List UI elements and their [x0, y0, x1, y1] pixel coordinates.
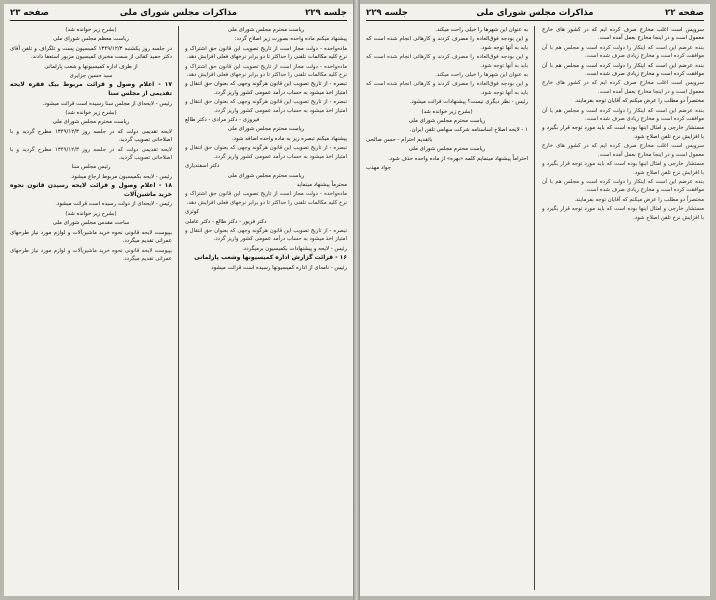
signature: دکتر فریور - دکتر طالع - دکتر عاملی [185, 218, 267, 225]
paragraph: تبصره - از تاریخ تصویب این قانون هرگونه وجهی که بعنوان حق انتقال و امتیاز اخذ میشود به حساب درآمد عمومی کشور واریز گردد. [185, 227, 347, 243]
addressee: ریاست محترم مجلس شورای ملی [52, 119, 130, 126]
column-divider [534, 26, 535, 590]
right-column [185, 26, 347, 592]
paragraph: تبصره - از تاریخ تصویب این قانون هرگونه وجهی که بعنوان حق انتقال و امتیاز اخذ میشود به حساب درآمد عمومی کشور واریز گردد. [185, 145, 347, 160]
addressee: ساحت مقدس مجلس شورای ملی [52, 220, 130, 227]
signature: کوثری [185, 209, 200, 216]
page-number: صفحه ۲۲ [665, 8, 704, 18]
paragraph: به عنوان این شهرها را خیلی راحت میکند. [435, 72, 528, 79]
reading-note: (بشرح زیر خوانده شد) [65, 110, 117, 117]
page-header [366, 6, 704, 21]
paragraph: لایحه تقدیمی دولت که در جلسه روز ۱۳۴۹/۱۲/۳ مطرح گردید و با اصلاحاتی تصویب گردید. [10, 146, 172, 162]
reading-note: (بشرح زیر خوانده شد) [421, 108, 473, 115]
paragraph: بپیوست لایحه قانونی نحوه خرید ماشین‌آلات و لوازم مورد نیاز طرحهای عمرانی تقدیم میگردد. [10, 229, 172, 245]
paragraph: پیشنهاد میکنم ماده واحده بصورت زیر اصلاح گردد: [234, 36, 347, 43]
paragraph: تبصره - از تاریخ تصویب این قانون هرگونه وجهی که بعنوان حق انتقال و امتیاز اخذ میشود به حساب درآمد عمومی کشور واریز گردد. [185, 99, 347, 114]
paragraph: سرویس است اغلب مخارج صرف کرده ایم که در کشور های خارج معمول است و در اینجا مخارج بعمل آمده است. [542, 143, 704, 158]
paragraph: ۱ - لایحه اصلاح اساسنامه شرکت سهامی تلفن ایران. [409, 127, 528, 134]
paragraph: و این بودجه فوق‌العاده را مصرف کردند و کارهائی انجام شده است که باید به آنها توجه شود. [366, 81, 528, 96]
paragraph: رئیس - نامه‌ای از اداره کمیسیونها رسیده است قرائت میشود [211, 264, 347, 271]
section-heading: ۱۶ - قرائت گزارش اداره کمیسیونها وشعب پارلمانی [194, 254, 347, 262]
session-number: جلسه ۲۲۹ [305, 8, 347, 18]
addressee: ریاست محترم مجلس شورای ملی [227, 172, 305, 179]
right-column [542, 26, 704, 592]
session-number: جلسه ۲۲۹ [366, 8, 408, 18]
journal-title: مذاکرات مجلس شورای ملی [119, 8, 238, 18]
paragraph: ماده‌واحده - دولت مجاز است از تاریخ تصویب این قانون حق اشتراک و نرخ کلیه مکالمات تلفنی را حداکثر تا دو برابر نرخهای فعلی افزایش دهد. [185, 45, 347, 61]
signature: دکتر اسفندیاری [185, 163, 220, 170]
paragraph: به عنوان این شهرها را خیلی راحت میکند. [435, 27, 528, 33]
section-heading: ۱۸ - اعلام وصول و قرائت لایحه رسیدن قانون نحوه خرید ماشین‌آلات [10, 182, 172, 198]
paragraph: مختصراً دو مطلب را عرض میکنم که آقایان توجه بفرمایند. [574, 196, 704, 203]
paragraph: سرویس است اغلب مخارج صرف کرده ایم که در کشور های خارج معمول است و در اینجا مخارج بعمل آمده است. [542, 80, 704, 95]
addressee: ریاست محترم مجلس شورای ملی [227, 126, 305, 133]
book-gutter [353, 0, 360, 600]
page-number: صفحه ۲۳ [10, 8, 49, 18]
section-heading: ۱۷ - اعلام وصول و قرائت مربوط بیک فقره لایحه تقدیمی از مجلس سنا [10, 81, 172, 98]
column-divider [178, 26, 179, 590]
signature: جواد مهذب [366, 165, 392, 172]
paragraph: رئیس - لایحه و پیشنهادات بکمیسیون برمیگردد. [242, 245, 347, 252]
paragraph: رئیس - لایحه بکمیسیون مربوط ارجاع میشود. [70, 173, 172, 180]
paragraph: محترماً پیشنهاد مینماید [296, 181, 347, 188]
paragraph: مختصراً دو مطلب را عرض میکنم که آقایان توجه بفرمایند. [574, 98, 704, 105]
paragraph: رئیس - لایحه‌ای از دولت رسیده است قرائت میشود. [55, 201, 172, 208]
signature: از طرف اداره کمیسیونها و شعب پارلمانی [44, 63, 138, 70]
page-header [10, 6, 347, 21]
paragraph: تبصره - از تاریخ تصویب این قانون هرگونه وجهی که بعنوان حق انتقال و امتیاز اخذ میشود به حساب درآمد عمومی کشور واریز گردد. [185, 81, 347, 96]
addressee: ریاست معظم مجلس شورای ملی [53, 36, 129, 43]
left-column [366, 26, 528, 592]
paragraph: احتراماً پیشنهاد مینمایم کلمه «بهره» از ماده واحده حذف شود. [388, 155, 528, 162]
signature: سید حسین جزایری [69, 73, 113, 80]
signature: رئیس مجلس سنا [71, 164, 111, 171]
paragraph: بنده عرضم این است که اینکار را دولت کرده است و مجلس هم با آن موافقت کرده است و مخارج زیادی صرف شده است. [542, 62, 704, 78]
reading-note: (بشرح زیر خوانده شد) [65, 210, 117, 217]
signature: باتقدیم احترام - حسن صالحی [366, 136, 433, 143]
paragraph: ماده‌واحده - دولت مجاز است از تاریخ تصویب این قانون حق اشتراک و نرخ کلیه مکالمات تلفنی را حداکثر تا دو برابر نرخهای فعلی افزایش دهد. [185, 191, 347, 206]
paragraph: رئیس - لایحه‌ای از مجلس سنا رسیده است قرائت میشود. [42, 100, 172, 107]
journal-title: مذاکرات مجلس شورای ملی [476, 8, 594, 18]
paragraph: مستشار خارجی و امثال اینها بوده است که باید مورد توجه قرار بگیرد و با افزایش نرخ تلفن اصلاح شود. [542, 206, 704, 221]
addressee: ریاست محترم مجلس شورای ملی [227, 27, 305, 33]
paragraph: بنده عرضم این است که اینکار را دولت کرده است و مجلس هم با آن موافقت کرده است و مخارج زیادی صرف شده است. [542, 178, 704, 194]
paragraph: رئیس - نظر دیگری نیست؟ پیشنهادات قرائت میشود. [409, 99, 528, 106]
addressee: ریاست محترم مجلس شورای ملی [408, 146, 486, 153]
paragraph: ماده‌واحده - دولت مجاز است از تاریخ تصویب این قانون حق اشتراک و نرخ کلیه مکالمات تلفنی را حداکثر تا دو برابر نرخهای فعلی افزایش دهد. [185, 63, 347, 79]
page-23 [4, 4, 353, 596]
left-column [10, 26, 172, 592]
paragraph: مستشار خارجی و امثال اینها بوده است که باید مورد توجه قرار بگیرد و با افزایش نرخ تلفن اصلاح شود. [542, 161, 704, 176]
paragraph: سرویس است اغلب مخارج صرف کرده ایم که در کشور های خارج معمول است و در اینجا مخارج بعمل آمده است. [542, 27, 704, 42]
signature: فیروزی - دکتر مرادی - دکتر طالع [185, 117, 260, 124]
paragraph: مستشار خارجی و امثال اینها بوده است که باید مورد توجه قرار بگیرد و با افزایش نرخ تلفن اصلاح شود. [542, 125, 704, 140]
paragraph: پیشنهاد میکنم تبصره زیر به ماده واحده اضافه شود. [231, 135, 347, 142]
paragraph: بپیوست لایحه قانونی نحوه خرید ماشین‌آلات و لوازم مورد نیاز طرحهای عمرانی تقدیم میگردد. [10, 247, 172, 262]
paragraph: در جلسه روز یکشنبه ۱۳۴۹/۱۲/۳ کمیسیون پست و تلگراف و تلفن آقای دکتر حمید کفائی از سمت مخبری کمیسیون مزبور استعفا دادند. [10, 45, 172, 61]
addressee: ریاست محترم مجلس شورای ملی [408, 118, 486, 125]
paragraph: بنده عرضم این است که اینکار را دولت کرده است و مجلس هم با آن موافقت کرده است و مخارج زیادی صرف شده است. [542, 107, 704, 123]
paragraph: و این بودجه فوق‌العاده را مصرف کردند و کارهائی انجام شده است که باید به آنها توجه شود. [366, 54, 528, 69]
reading-note: (بشرح زیر خوانده شد) [65, 27, 117, 33]
paragraph: و این بودجه فوق‌العاده را مصرف کردند و کارهائی انجام شده است که باید به آنها توجه شود. [366, 36, 528, 51]
paragraph: لایحه تقدیمی دولت که در جلسه روز ۱۳۴۹/۱۲/۳ مطرح گردید و با اصلاحاتی تصویب گردید. [10, 128, 172, 144]
paragraph: بنده عرضم این است که اینکار را دولت کرده است و مجلس هم با آن موافقت کرده است و مخارج زیادی صرف شده است. [542, 44, 704, 60]
page-22 [360, 4, 710, 596]
